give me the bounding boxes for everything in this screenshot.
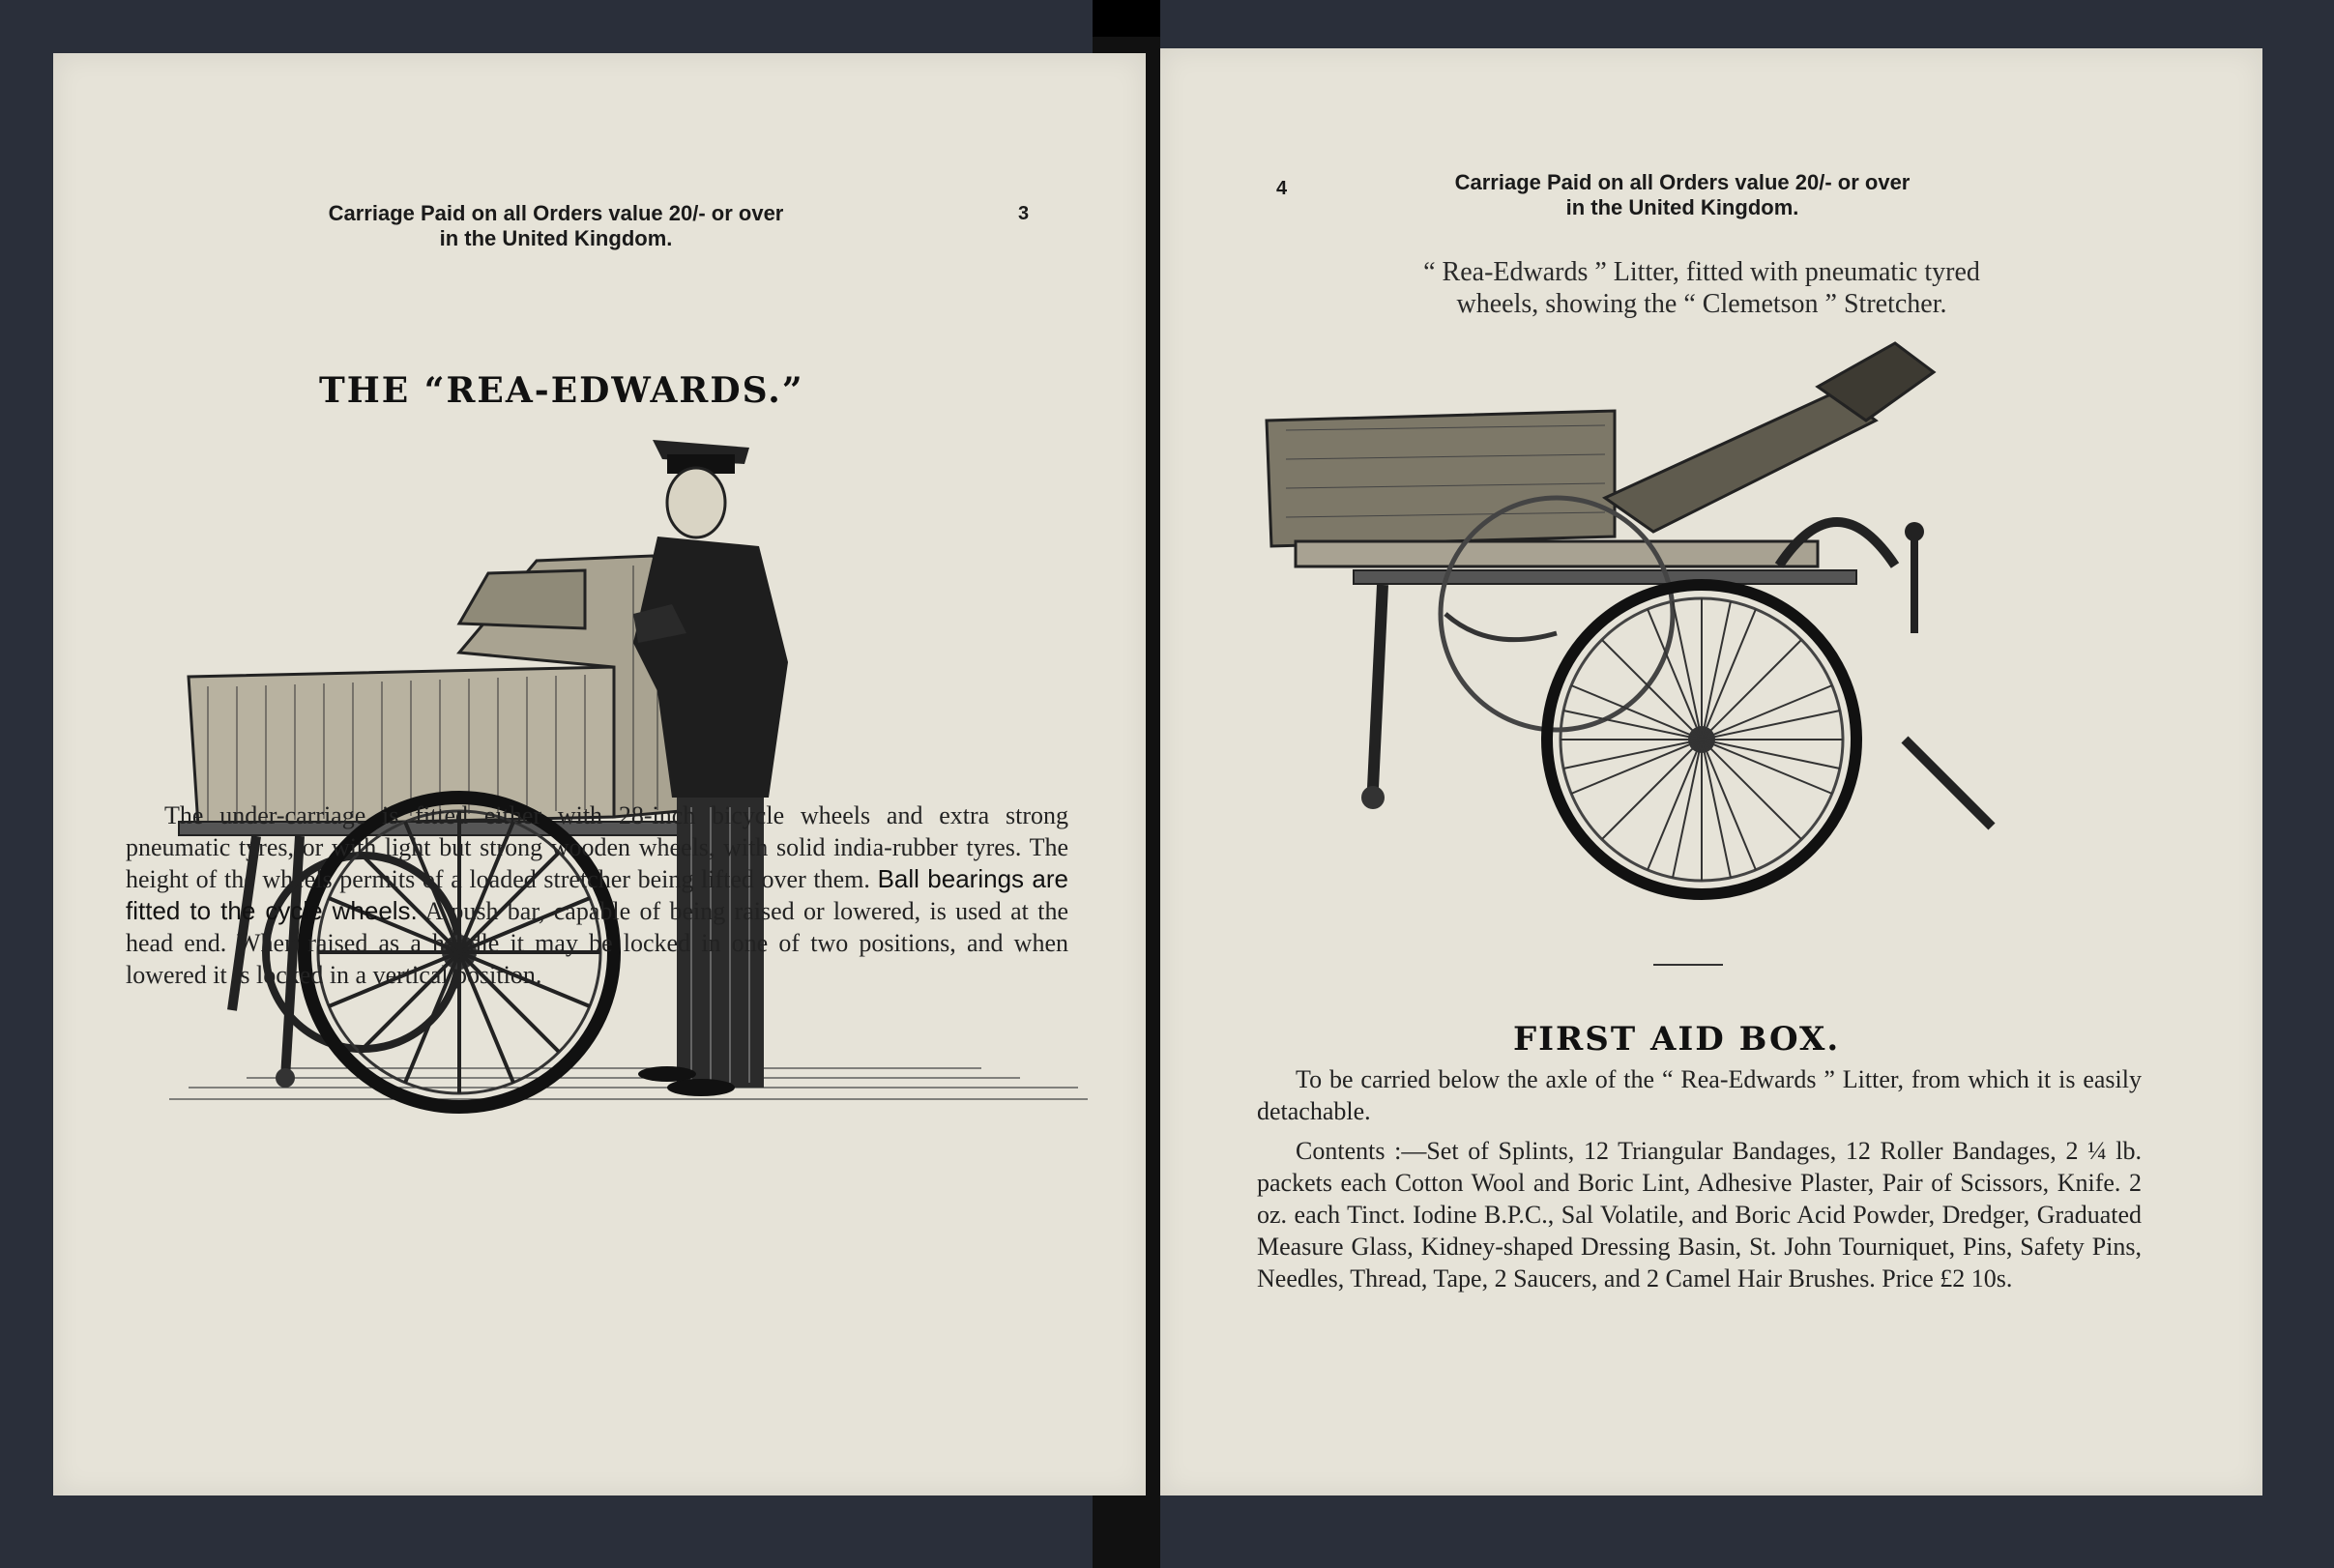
left-title: THE “REA-EDWARDS.”: [319, 370, 804, 411]
first-aid-contents: Contents :—Set of Splints, 12 Triangular Bandages, 12 Roller Bandages, 2 ¼ lb. packets each Cotton Wool and Boric Lint, Adhesive Plaster, Pair of Scissors, Knife. 2 oz. each Tinct. Iodine B.P.C., Sal Volatile, and Boric Acid Powder, Dredger, Graduated Measure Glass, Kidney-shaped Dressing Basin, St. John Tourniquet, Pins, Safety Pins, Needles, Thread, Tape, 2 Saucers, and 2 Camel Hair Brushes. Price £2 10s.: [1257, 1137, 2142, 1292]
left-header-line2: in the United Kingdom.: [439, 226, 673, 250]
rea-edwards-litter-illustration: [131, 411, 1097, 1126]
right-header: [1354, 170, 2011, 220]
left-page-number: 3: [1018, 203, 1030, 224]
ball-bearings-emphasis: Ball bearings are fitted to the cycle wheels.: [126, 864, 1069, 925]
left-header-line1: Carriage Paid on all Orders value 20/- or over: [328, 201, 784, 225]
left-body-text: [126, 799, 1068, 999]
caption-line1: “ Rea-Edwards ” Litter, fitted with pneumatic tyred: [1423, 257, 1980, 287]
section-divider: [1653, 964, 1723, 966]
caption-line2: wheels, showing the “ Clemetson ” Stretcher.: [1456, 289, 1947, 319]
left-page: [53, 53, 1146, 1495]
left-body-part2: A push bar, capable of being raised or lowered, is used at the head end. When raised as a handle it may be locked in one of two positions, and when lowered it is locked in a vertical position.: [126, 897, 1068, 989]
right-page-number: 4: [1276, 178, 1288, 199]
right-header-line1: Carriage Paid on all Orders value 20/- or over: [1454, 170, 1911, 194]
right-header-line2: in the United Kingdom.: [1565, 195, 1799, 219]
left-header: [285, 201, 827, 251]
first-aid-para1: To be carried below the axle of the “ Rea-Edwards ” Litter, from which it is easily detachable.: [1257, 1065, 2142, 1125]
first-aid-box-title: FIRST AID BOX.: [1513, 1020, 1841, 1059]
left-body-part1: The under-carriage is fitted either with 28-inch bicycle wheels and extra strong pneumatic tyres, or with light but strong wooden wheels, with solid india-rubber tyres. The height of the wheels permits of a loaded stretcher being lifted over them.: [126, 801, 1068, 893]
right-body-text: [1257, 1063, 2142, 1302]
litter-caption: [1238, 256, 2166, 320]
right-page: [1160, 48, 2262, 1495]
book-gutter-top: [1093, 0, 1160, 37]
clemetson-stretcher-illustration: [1238, 334, 2204, 952]
